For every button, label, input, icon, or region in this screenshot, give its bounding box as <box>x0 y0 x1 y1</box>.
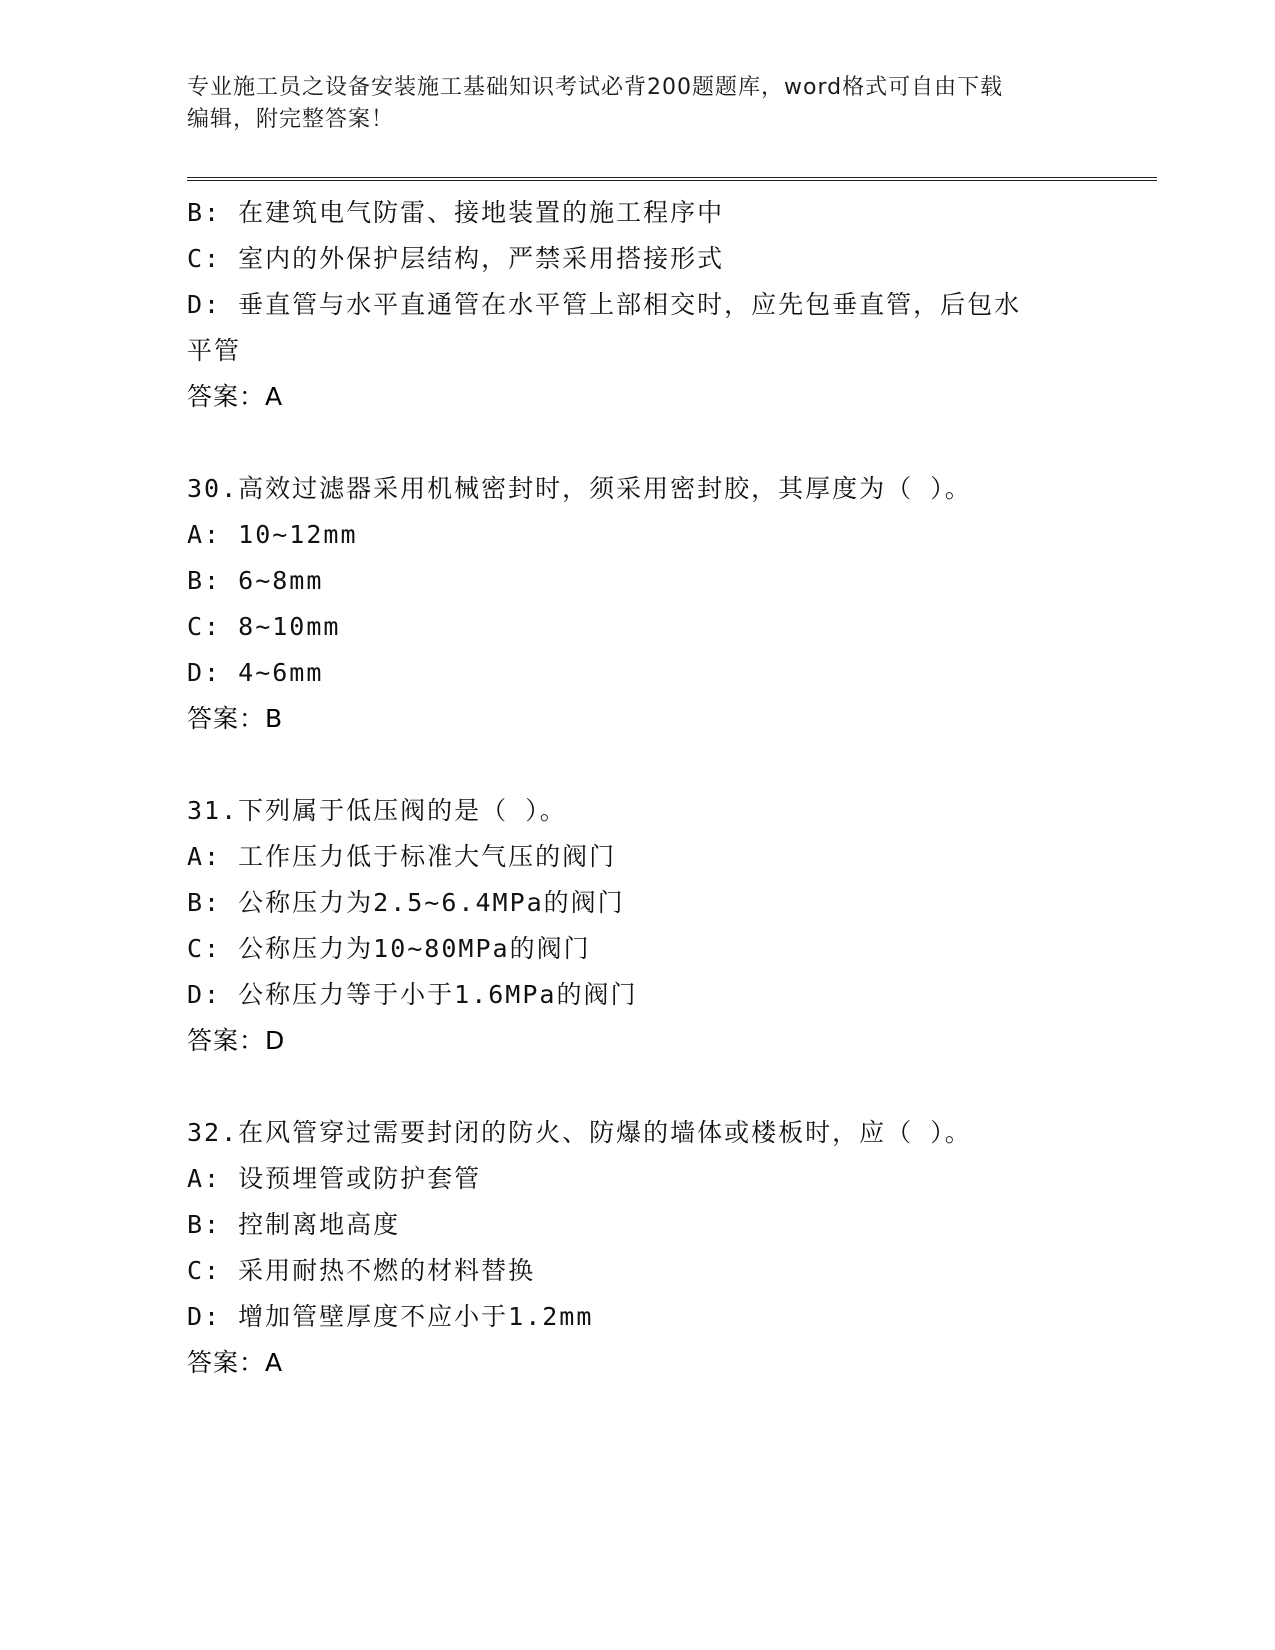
option-b: B: 6~8mm <box>187 566 324 595</box>
question-text: 30.高效过滤器采用机械密封时，须采用密封胶，其厚度为（ ）。 <box>187 474 972 503</box>
option-d: D: 4~6mm <box>187 658 324 687</box>
option-d: D: 增加管壁厚度不应小于1.2mm <box>187 1302 594 1331</box>
answer-line: 答案：A <box>187 382 284 411</box>
document-header <box>187 72 1087 136</box>
option-d: D: 公称压力等于小于1.6MPa的阀门 <box>187 980 638 1009</box>
option-b: B: 在建筑电气防雷、接地装置的施工程序中 <box>187 198 725 227</box>
question-29-block <box>187 190 1077 420</box>
option-c: C: 室内的外保护层结构，严禁采用搭接形式 <box>187 244 725 273</box>
spacer <box>187 742 1077 788</box>
option-a: A: 10~12mm <box>187 520 358 549</box>
option-a: A: 工作压力低于标准大气压的阀门 <box>187 842 617 871</box>
option-c: C: 公称压力为10~80MPa的阀门 <box>187 934 591 963</box>
header-title-line-1: 专业施工员之设备安装施工基础知识考试必背200题题库，word格式可自由下载 <box>187 75 1004 100</box>
option-d: D: 垂直管与水平直通管在水平管上部相交时，应先包垂直管，后包水 <box>187 290 1022 319</box>
question-30-block <box>187 466 1077 742</box>
question-content <box>187 190 1077 1386</box>
option-d-continuation: 平管 <box>187 336 242 365</box>
question-32-block <box>187 1110 1077 1386</box>
spacer <box>187 420 1077 466</box>
question-text: 31.下列属于低压阀的是（ ）。 <box>187 796 567 825</box>
answer-line: 答案：B <box>187 704 284 733</box>
question-31-block <box>187 788 1077 1064</box>
option-b: B: 公称压力为2.5~6.4MPa的阀门 <box>187 888 625 917</box>
option-b: B: 控制离地高度 <box>187 1210 401 1239</box>
answer-line: 答案：A <box>187 1348 284 1377</box>
header-title-line-2: 编辑，附完整答案！ <box>187 107 395 132</box>
answer-line: 答案：D <box>187 1026 286 1055</box>
option-c: C: 采用耐热不燃的材料替换 <box>187 1256 536 1285</box>
header-divider <box>187 177 1157 181</box>
option-a: A: 设预埋管或防护套管 <box>187 1164 482 1193</box>
option-c: C: 8~10mm <box>187 612 341 641</box>
question-text: 32.在风管穿过需要封闭的防火、防爆的墙体或楼板时，应（ ）。 <box>187 1118 972 1147</box>
spacer <box>187 1064 1077 1110</box>
